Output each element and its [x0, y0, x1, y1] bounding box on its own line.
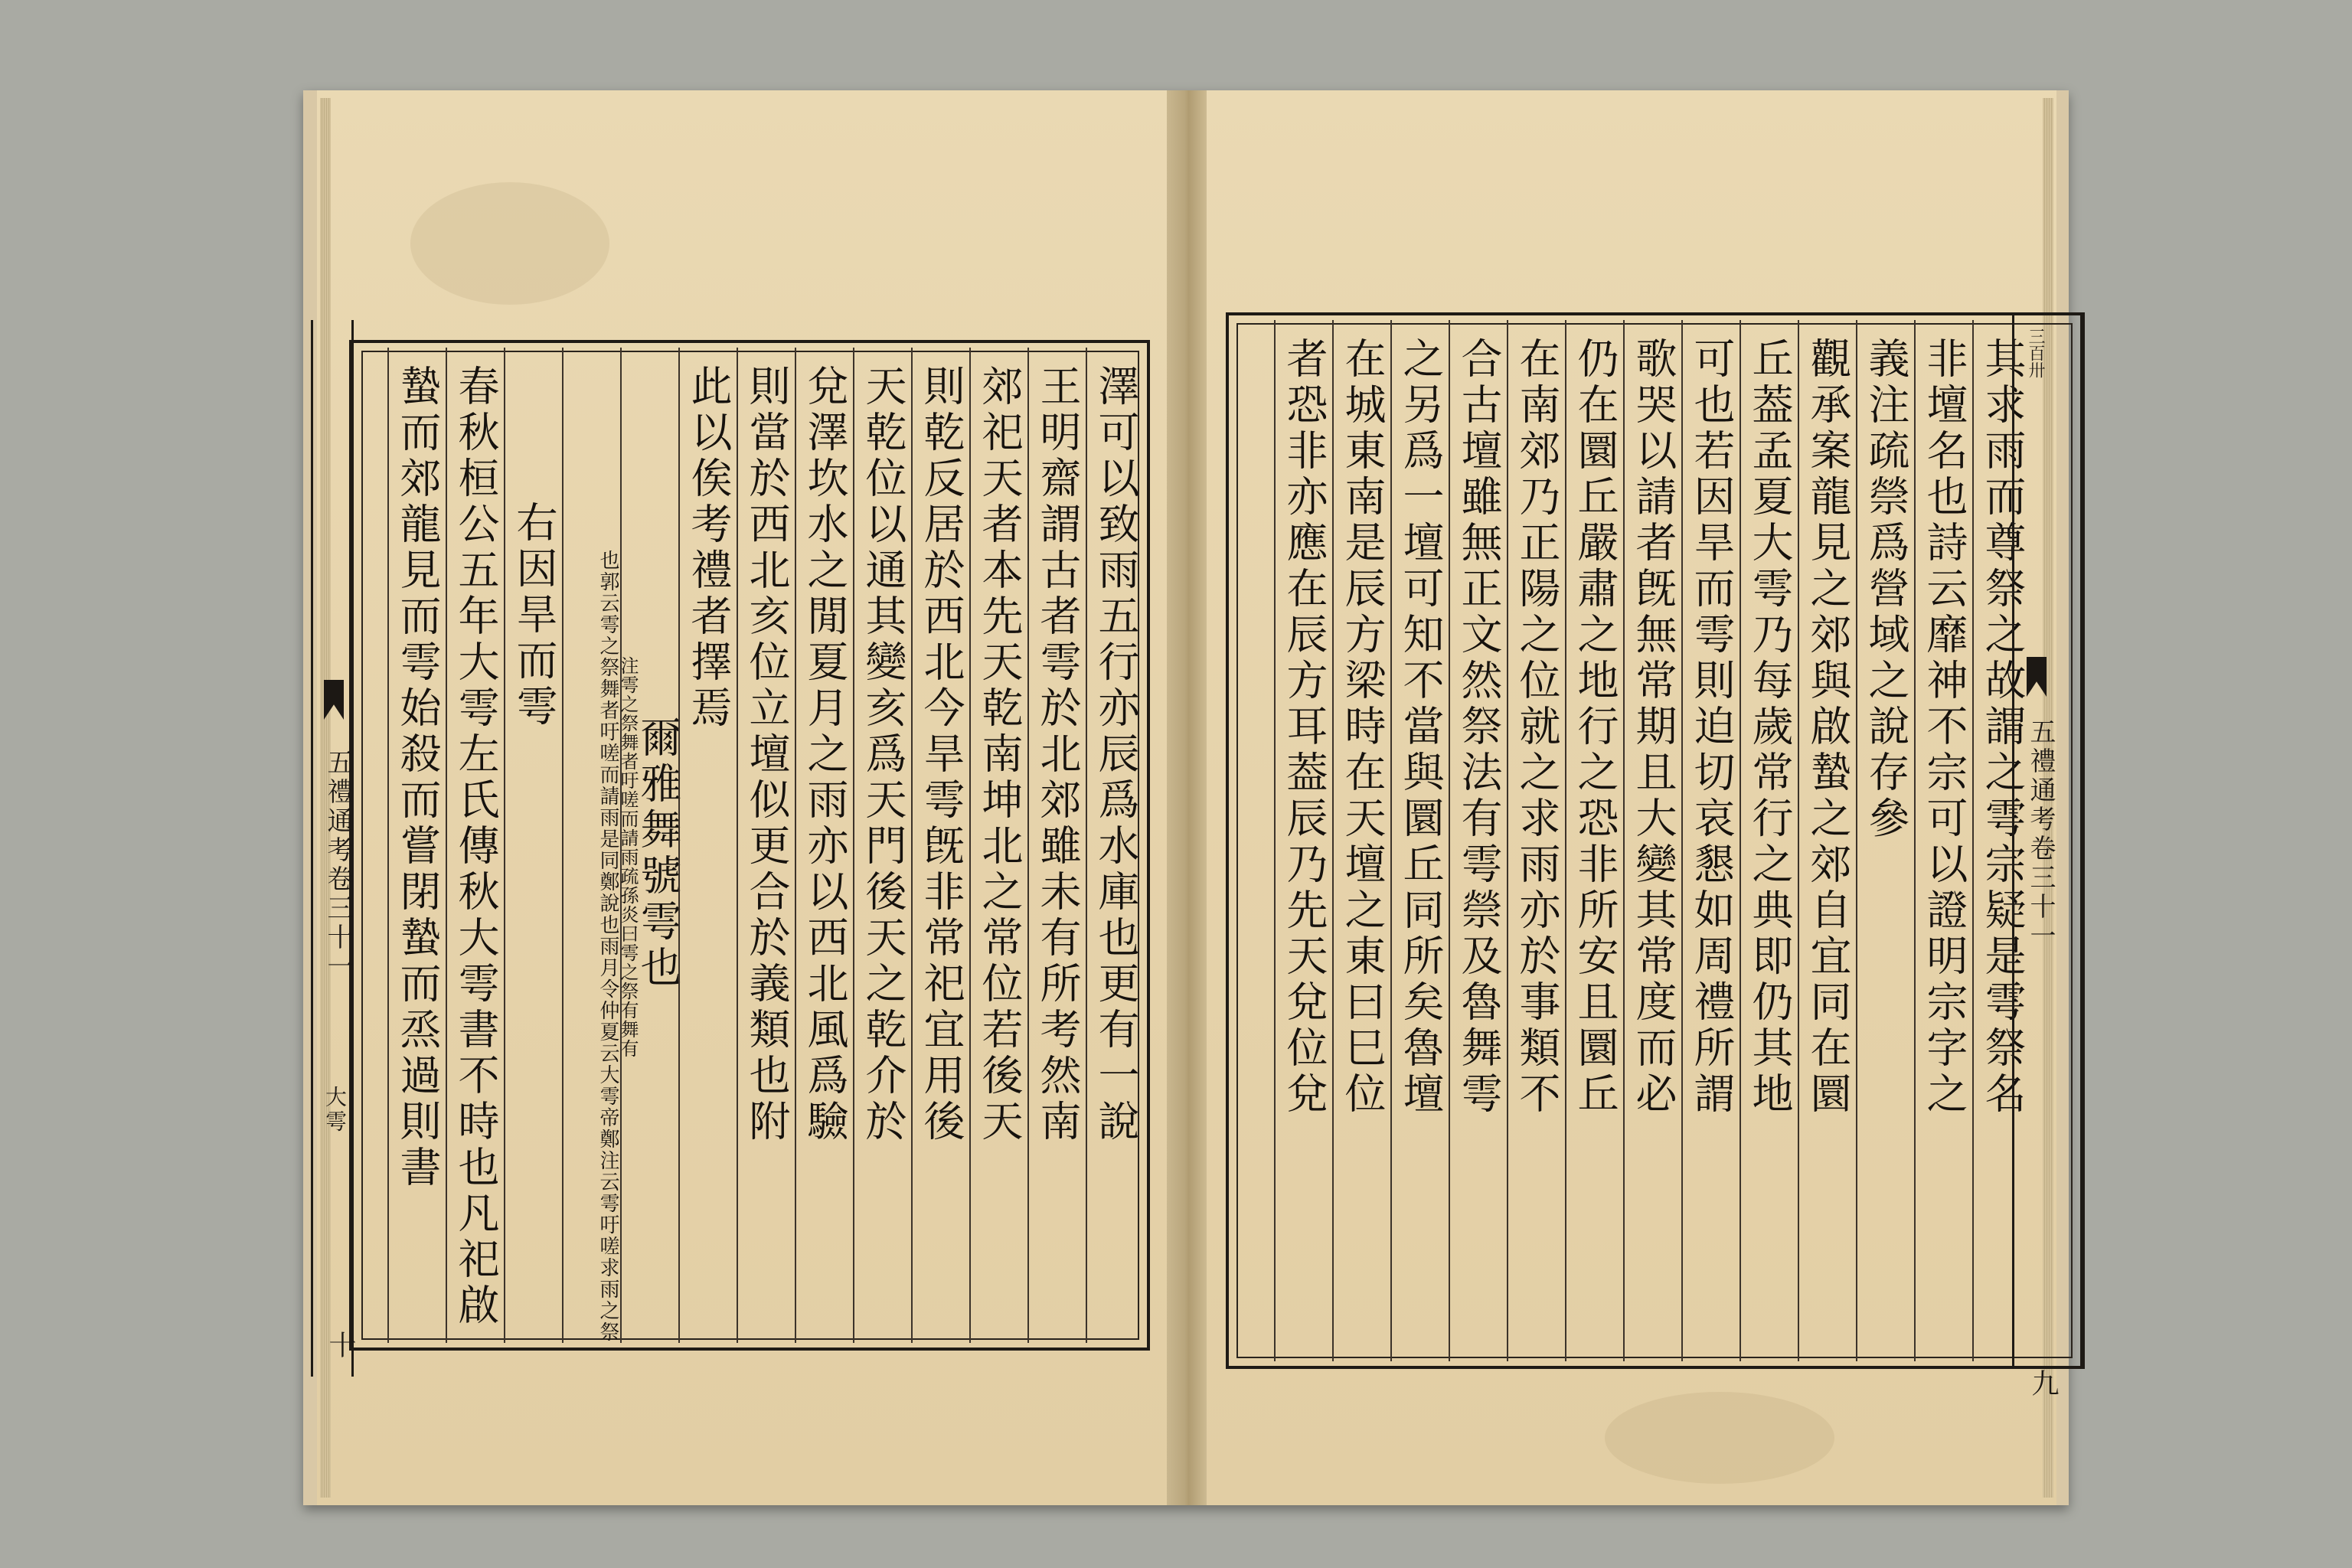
paper-stain [410, 182, 609, 305]
right-text-columns [1234, 320, 2030, 1361]
fishtail-mark [2027, 657, 2047, 697]
text-column: 澤可以致雨五行亦辰爲水庫也更有一說 [1086, 348, 1144, 1343]
text-column: 春秋桓公五年大雩左氏傳秋大雩書不時也凡祀啟 [446, 348, 504, 1343]
leaf-number: 九 [2027, 1369, 2059, 1396]
text-column: 其求雨而尊祭之故謂之雩宗疑是雩祭名 [1972, 320, 2030, 1361]
text-column: 則乾反居於西北今旱雩旣非常祀宜用後 [911, 348, 969, 1343]
text-column: 則當於西北亥位立壇似更合於義類也附 [737, 348, 795, 1343]
text-column: 合古壇雖無正文然祭法有雩禜及魯舞雩 [1449, 320, 1507, 1361]
text-column: 郊祀天者本先天乾南坤北之常位若後天 [969, 348, 1027, 1343]
text-column: 義注疏禜爲營域之說存參 [1856, 320, 1914, 1361]
entry-heading: 爾雅舞號雩也 [634, 716, 682, 991]
text-column: 可也若因旱而雩則迫切哀懇如周禮所謂 [1681, 320, 1740, 1361]
text-column: 王明齋謂古者雩於北郊雖未有所考然南 [1027, 348, 1086, 1343]
text-column: 非壇名也詩云靡神不宗可以證明宗字之 [1914, 320, 1972, 1361]
text-column: 在城東南是辰方梁時在天壇之東曰巳位 [1332, 320, 1390, 1361]
annotation-line: 也郭云雩之祭舞者吁嗟而請雨是同鄭說也 [596, 550, 619, 936]
text-column: 右因旱而雩 [504, 348, 562, 1343]
text-column: 此以俟考禮者擇焉 [678, 348, 737, 1343]
left-center-column [311, 320, 354, 1377]
text-column: 仍在圜丘嚴肅之地行之恐非所安且圜丘 [1565, 320, 1623, 1361]
leaf-number: 十 [325, 1331, 356, 1358]
text-column: 天乾位以通其變亥爲天門後天之乾介於 [853, 348, 911, 1343]
book-gutter [1167, 90, 1207, 1505]
text-column: 蟄而郊龍見而雩始殺而嘗閉蟄而烝過則書 [387, 348, 446, 1343]
annotation-column [562, 348, 620, 1343]
text-column: 觀承案龍見之郊與啟蟄之郊自宜同在圜 [1798, 320, 1856, 1361]
open-book [303, 90, 2069, 1505]
text-column: 丘葢孟夏大雩乃每歲常行之典即仍其地 [1740, 320, 1798, 1361]
book-title-label: 五禮通考卷三十一 [2025, 718, 2056, 951]
paper-stain [1605, 1392, 1834, 1484]
section-label: 大雩 [322, 1086, 348, 1135]
fishtail-mark [324, 680, 344, 720]
left-text-columns [355, 348, 1144, 1343]
annotation-line: 雨月令仲夏云大雩帝鄭注云雩吁嗟求雨之祭 [596, 936, 619, 1343]
text-column: 歌哭以請者旣無常期且大變其常度而必 [1623, 320, 1681, 1361]
book-title-label: 五禮通考卷三十一 [322, 749, 353, 982]
text-column: 之另爲一壇可知不當與圜丘同所矣魯壇 [1390, 320, 1449, 1361]
text-column: 在南郊乃正陽之位就之求雨亦於事類不 [1507, 320, 1565, 1361]
text-column: 者恐非亦應在辰方耳葢辰乃先天兌位兌 [1274, 320, 1332, 1361]
text-column: 兌澤坎水之閒夏月之雨亦以西北風爲驗 [795, 348, 853, 1343]
volume-mark: 三百卅 [2026, 328, 2045, 378]
text-column [617, 348, 682, 1343]
inline-annotation: 注雩之祭舞者吁嗟而請雨疏孫炎曰雩之祭有舞有 [617, 655, 639, 1058]
right-center-column [2012, 312, 2059, 1396]
